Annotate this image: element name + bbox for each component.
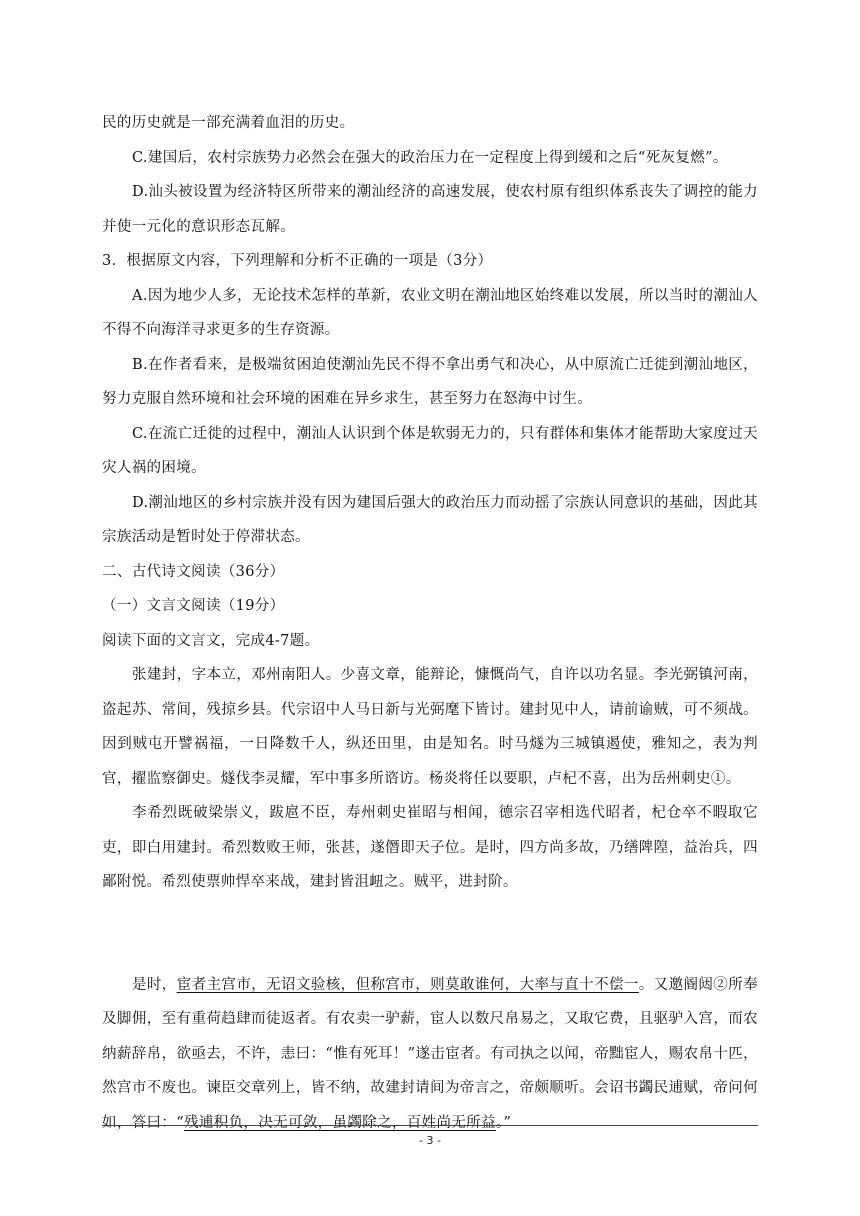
text-line: 民的历史就是一部充满着血泪的历史。 xyxy=(102,115,355,131)
passage-paragraph-1: 张建封，字本立，邓州南阳人。少喜文章，能辩论，慷慨尚气，自许以功名显。李光弼镇河南，盗起苏、常间，残掠乡县。代宗诏中人马日新与光弼麾下皆讨。建封见中人，请前谕贼，可不须战。因到贼屯开譬祸福，一日降数千人，纵还田里，由是知名。时马燧为三城镇遏使，雅知之，表为判官，擢监察御史。燧伐李灵耀，军中事多所谘访。杨炎将任以要职，卢杞不喜，出为岳州刺史①。 xyxy=(102,667,758,787)
underlined-sentence-1: 宦者主宫市，无诏文验核，但称宫市，则莫敢谁何，大率与直十不偿一 xyxy=(176,976,639,993)
passage-paragraph-3 xyxy=(102,968,758,1141)
text-run: 。” xyxy=(495,1114,512,1131)
option-d-question-3: D.潮汕地区的乡村宗族并没有因为建国后强大的政治压力而动摇了宗族认同意识的基础，因此其宗族活动是暂时处于停滞状态。 xyxy=(102,494,758,545)
question-3-heading: 3．根据原文内容，下列理解和分析不正确的一项是（3分） xyxy=(102,253,493,269)
option-c-question-2: C.建国后，农村宗族势力必然会在强大的政治压力在一定程度上得到缓和之后“死灰复燃”。 xyxy=(132,149,728,166)
option-c-question-3: C.在流亡迁徙的过程中，潮汕人认识到个体是软弱无力的，只有群体和集体才能帮助大家度过天灾人祸的困境。 xyxy=(102,425,758,476)
option-a-question-3: A.因为地少人多，无论技术怎样的革新，农业文明在潮汕地区始终难以发展，所以当时的潮汕人不得不向海洋寻求更多的生存资源。 xyxy=(102,287,758,338)
reading-instruction: 阅读下面的文言文，完成4-7题。 xyxy=(102,632,320,649)
page-content xyxy=(102,106,758,1140)
subsection-heading: （一）文言文阅读（19分） xyxy=(102,598,285,614)
page-number: - 3 - xyxy=(419,1134,441,1147)
section-heading: 二、古代诗文阅读（36分） xyxy=(102,563,285,580)
text-run: 是时， xyxy=(132,976,177,993)
option-d-question-2: D.汕头被设置为经济特区所带来的潮汕经济的高速发展，使农村原有组织体系丧失了调控的能力并使一元化的意识形态瓦解。 xyxy=(102,184,758,235)
text-run: 。又邀阍闼②所奉及脚佣，至有重荷趋肆而徒返者。有农卖一驴薪，宦人以数尺帛易之，又取它费，且驱驴入宫，而农纳薪辞帛，欲亟去，不许，恚曰：“惟有死耳！”遂击宦者。有司执之以闻，帝黜宦人，赐农帛十匹，然宫市不废也。谏臣交章列上，皆不纳，故建封请间为帝言之，帝颇顺听。会诏书蠲民逋赋，帝问何如，答曰：“ xyxy=(102,976,758,1131)
footer-divider xyxy=(102,1125,758,1126)
underlined-sentence-2: 残逋积负，决无可敛，虽蠲除之，百姓尚无所益 xyxy=(184,1114,496,1131)
passage-paragraph-2: 李希烈既破梁崇义，跋扈不臣，寿州刺史崔昭与相闻，德宗召宰相选代昭者，杞仓卒不暇取它吏，即白用建封。希烈数败王师，张甚，遂僭即天子位。是时，四方尚多故，乃缮陴隍，益治兵，四鄙附悦。希烈使票帅悍卒来战，建封皆沮衄之。贼平，进封阶。 xyxy=(102,805,758,890)
blank-gap xyxy=(102,900,758,968)
option-b-question-3: B.在作者看来，是极端贫困迫使潮汕先民不得不拿出勇气和决心，从中原流亡迁徙到潮汕地区，努力克服自然环境和社会环境的困难在异乡求生，甚至努力在怒海中讨生。 xyxy=(102,356,758,407)
